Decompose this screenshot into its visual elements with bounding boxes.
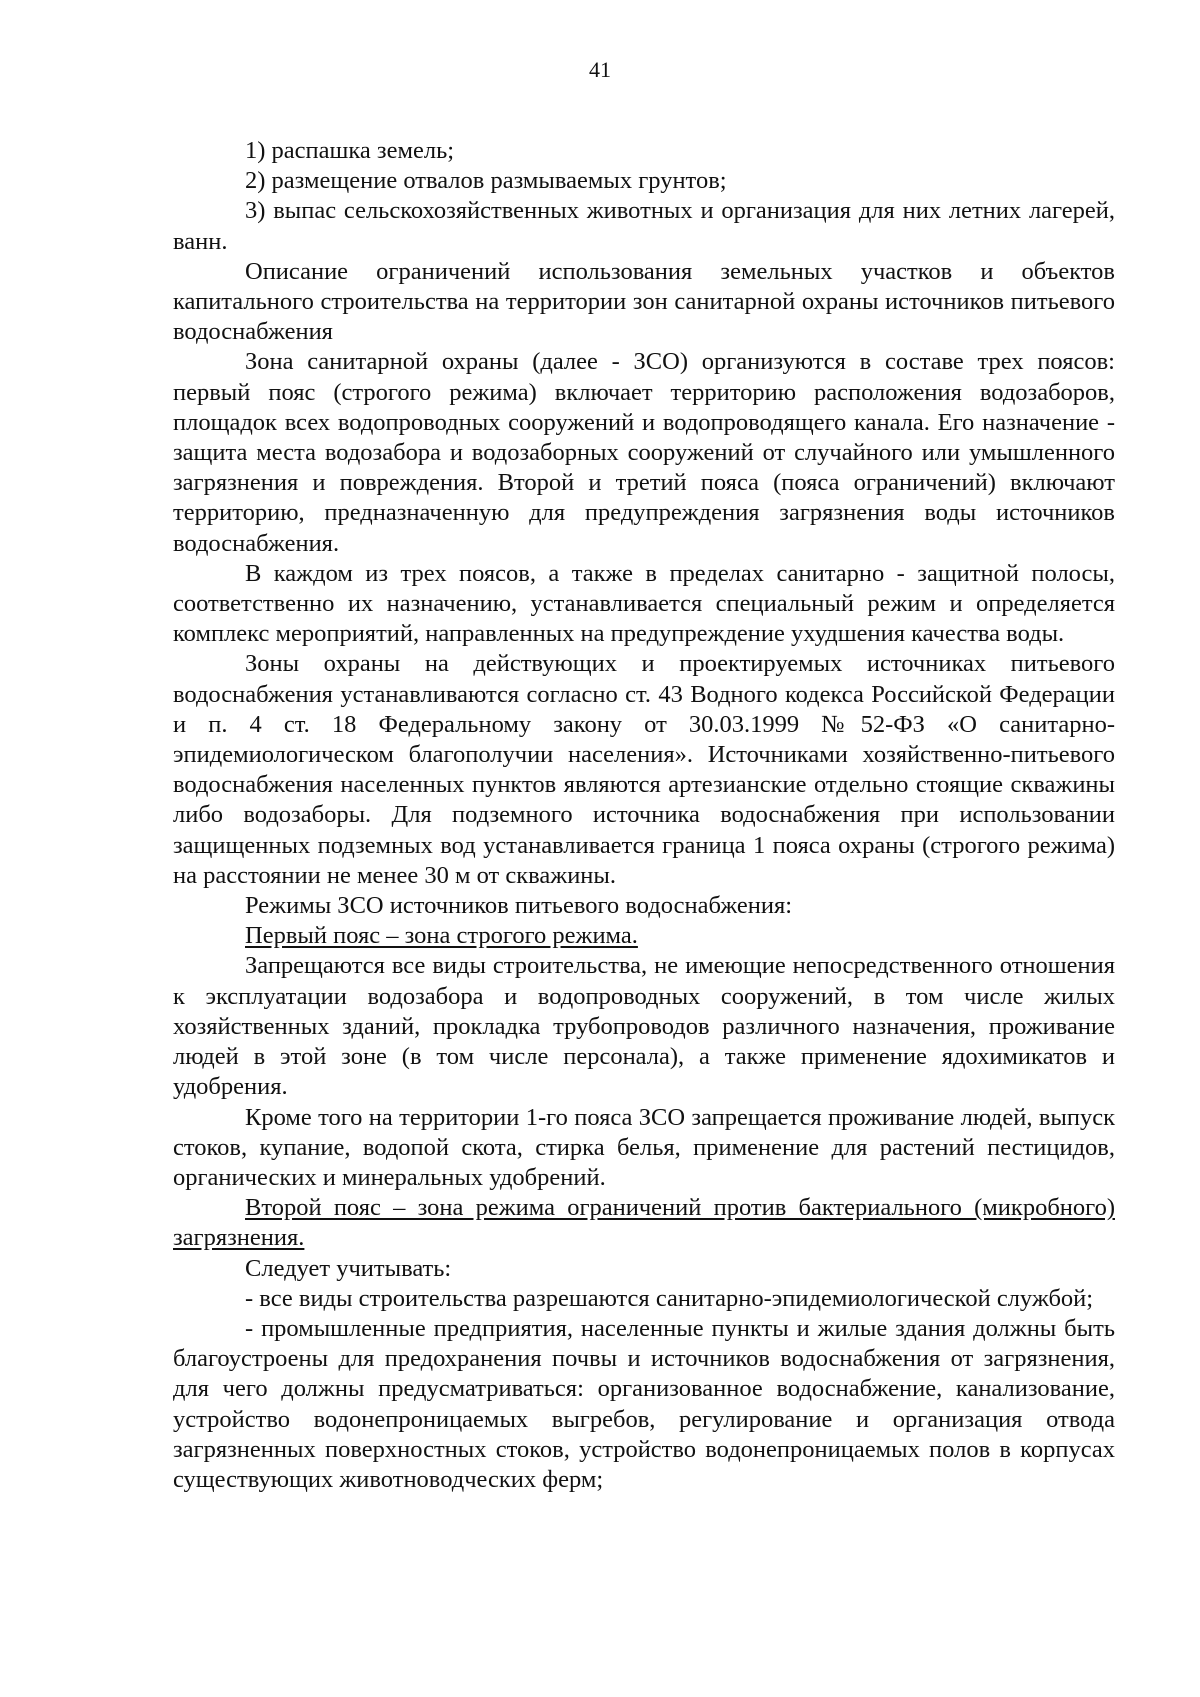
page-number: 41 (589, 57, 611, 82)
list-item-plowing: 1) распашка земель; (245, 137, 455, 164)
paragraph-construction-prohibited: Запрещаются все виды строительства, не имеющие непосредственного отношения к эксплуатации водозабора и водопроводных сооружений, в том числе жилых хозяйственных зданий, прокладка трубопроводов различного назначения, проживание людей в этой зоне (в том числе персонала), а также применение ядохимикатов и удобрения. (173, 952, 1115, 1101)
heading-first-belt (173, 921, 1115, 951)
body-text (173, 136, 1115, 1495)
paragraph-special-regime: В каждом из трех поясов, а также в пределах санитарно - защитной полосы, соответственно их назначению, устанавливается специальный режим и определяется комплекс мероприятий, направленных на предупреждение ухудшения качества воды. (173, 559, 1115, 648)
paragraph-zso-regimes: Режимы ЗСО источников питьевого водоснабжения: (245, 892, 793, 920)
heading-first-belt-text: Первый пояс – зона строгого режима. (245, 922, 638, 950)
section-heading-restrictions: Описание ограничений использования земельных участков и объектов капитального строительства на территории зон санитарной охраны источников питьевого водоснабжения (173, 257, 1115, 346)
paragraph-first-belt-prohibitions: Кроме того на территории 1-го пояса ЗСО запрещается проживание людей, выпуск стоков, купание, водопой скота, стирка белья, применение для растений пестицидов, органических и минеральных удобрений. (173, 1103, 1115, 1191)
paragraph-zso-belts: Зона санитарной охраны (далее - ЗСО) организуются в составе трех поясов: первый пояс (строгого режима) включает территорию расположения водозаборов, площадок всех водопроводных сооружений и водопроводящего канала. Его назначение - защита места водозабора и водозаборных сооружений от случайного или умышленного загрязнения и повреждения. Второй и третий пояса (пояса ограничений) включают территорию, предназначенную для предупреждения загрязнения воды источников водоснабжения. (173, 348, 1115, 557)
list-item-industrial-enterprises: - промышленные предприятия, населенные пункты и жилые здания должны быть благоустроены для предохранения почвы и источников водоснабжения от загрязнения, для чего должны предусматриваться: организованное водоснабжение, канализование, устройство водонепроницаемых выгребов, регулирование и организация отвода загрязненных поверхностных стоков, устройство водонепроницаемых полов в корпусах существующих животноводческих ферм; (173, 1314, 1115, 1493)
list-item-grazing: 3) выпас сельскохозяйственных животных и организация для них летних лагерей, ванн. (173, 197, 1115, 255)
paragraph-protection-zones: Зоны охраны на действующих и проектируемых источниках питьевого водоснабжения устанавливаются согласно ст. 43 Водного кодекса Российской Федерации и п. 4 ст. 18 Федеральному закону от 30.03.1999 №52-ФЗ «О санитарно-эпидемиологическом благополучии населения». Источниками хозяйственно-питьевого водоснабжения населенных пунктов являются артезианские отдельно стоящие скважины либо водозаборы. Для подземного источника водоснабжения при использовании защищенных подземных вод устанавливается граница 1 пояса охраны (строгого режима) на расстоянии не менее 30 м от скважины. (173, 650, 1115, 889)
list-item-dumps: 2) размещение отвалов размываемых грунтов; (245, 167, 727, 195)
heading-second-belt (173, 1193, 1115, 1253)
paragraph-consider: Следует учитывать: (245, 1254, 452, 1282)
heading-second-belt-text: Второй пояс – зона режима ограничений против бактериального (микробного) загрязнения. (173, 1194, 1115, 1252)
list-item-construction-permitted: - все виды строительства разрешаются санитарно-эпидемиологической службой; (245, 1284, 1094, 1312)
